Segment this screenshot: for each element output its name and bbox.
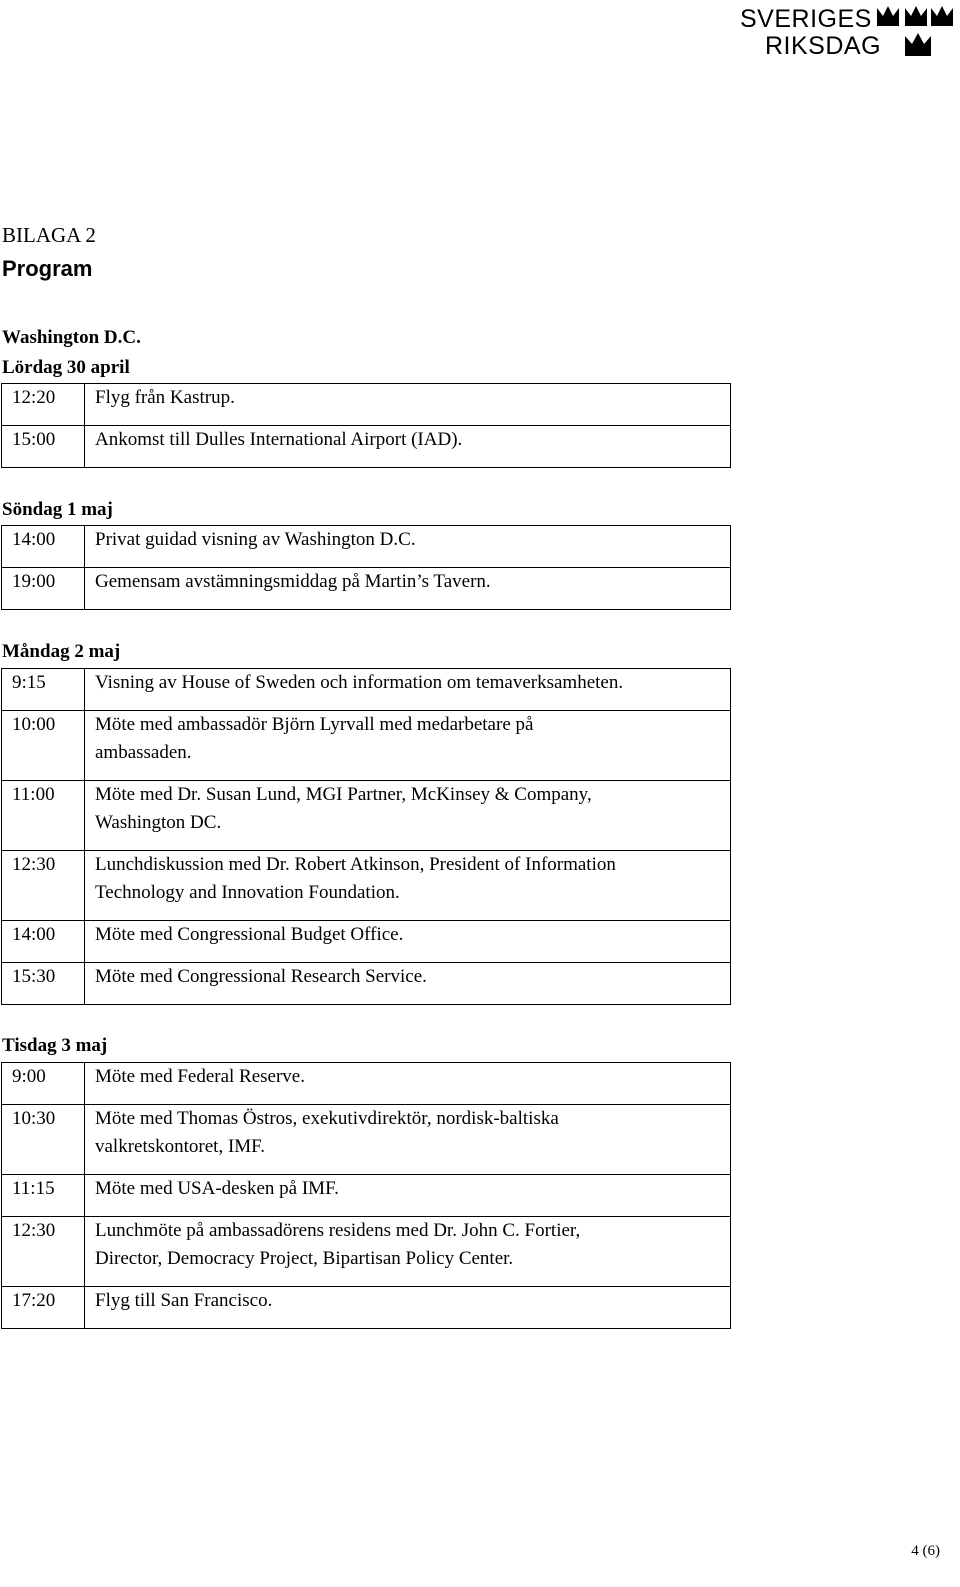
activity-line: Möte med USA-desken på IMF.	[95, 1178, 339, 1199]
table-row	[2, 526, 731, 568]
activity-cell	[85, 1105, 731, 1175]
time-cell: 9:15	[2, 669, 85, 711]
activity-cell	[85, 781, 731, 851]
table-row	[2, 568, 731, 610]
table-row	[2, 1217, 731, 1287]
activity-line: Flyg från Kastrup.	[95, 387, 235, 408]
time-cell: 14:00	[2, 526, 85, 568]
riksdag-logo	[740, 2, 955, 60]
table-row	[2, 781, 731, 851]
time-cell: 9:00	[2, 1063, 85, 1105]
activity-line: Möte med Congressional Budget Office.	[95, 924, 404, 945]
time-cell: 15:30	[2, 963, 85, 1005]
activity-line: Möte med Thomas Östros, exekutivdirektör, nordisk-baltiska	[95, 1108, 559, 1129]
table-row	[2, 1175, 731, 1217]
activity-cell	[85, 526, 731, 568]
logo-text-line2: RIKSDAG	[765, 32, 882, 60]
time-cell: 14:00	[2, 921, 85, 963]
activity-line: Möte med Congressional Research Service.	[95, 966, 427, 987]
table-row	[2, 711, 731, 781]
activity-cell	[85, 1175, 731, 1217]
day-heading: Söndag 1 maj	[2, 499, 113, 520]
activity-cell	[85, 568, 731, 610]
time-cell: 12:30	[2, 851, 85, 921]
page-title: Program	[2, 256, 93, 281]
activity-cell	[85, 1063, 731, 1105]
city-heading: Washington D.C.	[2, 327, 141, 348]
time-cell: 12:30	[2, 1217, 85, 1287]
crown-icon	[875, 2, 955, 60]
activity-cell	[85, 426, 731, 468]
time-cell: 12:20	[2, 384, 85, 426]
activity-cell	[85, 1217, 731, 1287]
activity-line: Möte med ambassadör Björn Lyrvall med medarbetare på	[95, 714, 534, 735]
day-heading: Tisdag 3 maj	[2, 1035, 108, 1056]
activity-line: Technology and Innovation Foundation.	[95, 882, 400, 903]
table-row	[2, 669, 731, 711]
activity-line: Möte med Federal Reserve.	[95, 1066, 305, 1087]
page-number: 4 (6)	[911, 1543, 940, 1559]
schedule-table	[1, 383, 731, 468]
schedule-table	[1, 668, 731, 1005]
activity-line: Visning av House of Sweden och information om temaverksamheten.	[95, 672, 624, 693]
logo-text-line1: SVERIGES	[740, 5, 872, 33]
time-cell: 10:30	[2, 1105, 85, 1175]
activity-cell	[85, 963, 731, 1005]
table-row	[2, 851, 731, 921]
table-row	[2, 384, 731, 426]
table-row	[2, 426, 731, 468]
activity-cell	[85, 711, 731, 781]
time-cell: 15:00	[2, 426, 85, 468]
activity-line: Flyg till San Francisco.	[95, 1290, 273, 1311]
schedule-table	[1, 525, 731, 610]
time-cell: 19:00	[2, 568, 85, 610]
activity-line: Möte med Dr. Susan Lund, MGI Partner, McKinsey & Company,	[95, 784, 592, 805]
day-heading: Måndag 2 maj	[2, 641, 121, 662]
appendix-label: BILAGA 2	[2, 223, 96, 247]
day-heading: Lördag 30 april	[2, 357, 130, 378]
activity-line: valkretskontoret, IMF.	[95, 1136, 265, 1157]
table-row	[2, 921, 731, 963]
schedule-table	[1, 1062, 731, 1329]
activity-cell	[85, 1287, 731, 1329]
activity-cell	[85, 921, 731, 963]
time-cell: 11:15	[2, 1175, 85, 1217]
activity-line: Ankomst till Dulles International Airport (IAD).	[95, 429, 463, 450]
activity-line: Privat guidad visning av Washington D.C.	[95, 529, 416, 550]
activity-line: Lunchmöte på ambassadörens residens med Dr. John C. Fortier,	[95, 1220, 581, 1241]
activity-line: ambassaden.	[95, 742, 192, 763]
activity-cell	[85, 669, 731, 711]
time-cell: 17:20	[2, 1287, 85, 1329]
activity-line: Washington DC.	[95, 812, 222, 833]
table-row	[2, 963, 731, 1005]
table-row	[2, 1063, 731, 1105]
activity-line: Director, Democracy Project, Bipartisan Policy Center.	[95, 1248, 514, 1269]
activity-cell	[85, 851, 731, 921]
activity-line: Gemensam avstämningsmiddag på Martin’s Tavern.	[95, 571, 491, 592]
activity-cell	[85, 384, 731, 426]
table-row	[2, 1105, 731, 1175]
time-cell: 10:00	[2, 711, 85, 781]
table-row	[2, 1287, 731, 1329]
time-cell: 11:00	[2, 781, 85, 851]
activity-line: Lunchdiskussion med Dr. Robert Atkinson, President of Information	[95, 854, 616, 875]
